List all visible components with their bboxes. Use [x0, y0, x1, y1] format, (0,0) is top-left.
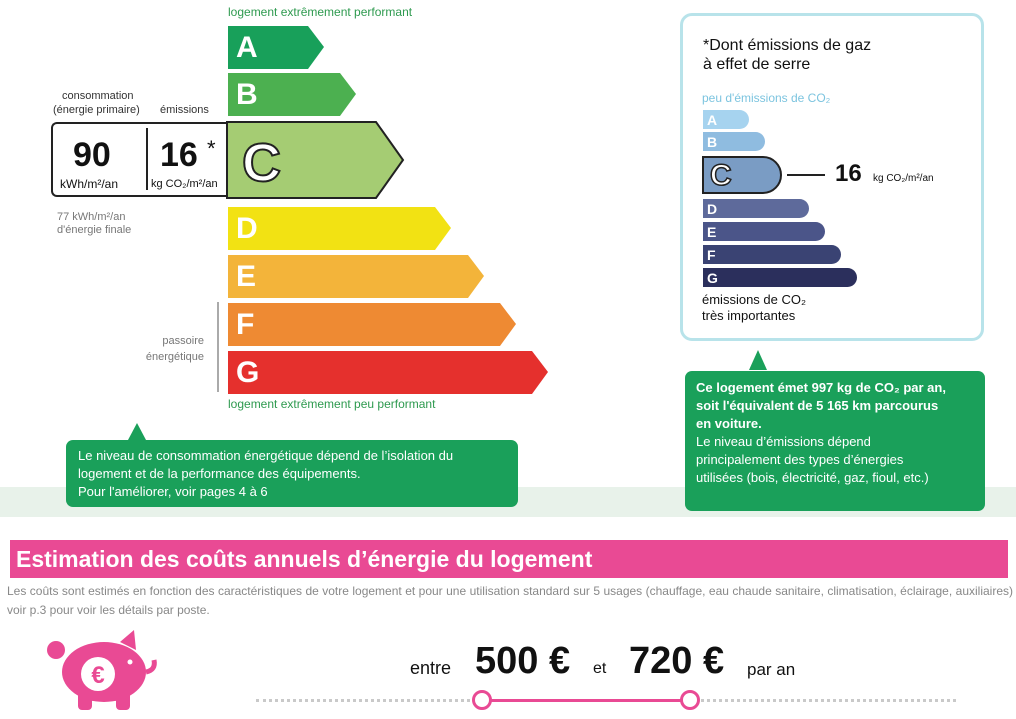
ges-letter-d: D [707, 200, 718, 217]
emissions-header: émissions [160, 104, 209, 116]
ges-letter-e: E [707, 223, 717, 240]
ges-bottom-label-2: très importantes [702, 308, 796, 323]
ges-letter-b: B [707, 133, 718, 150]
ges-bar-g [703, 268, 857, 287]
ges-callout-line-5: principalement des types d’énergies [696, 452, 904, 467]
ges-callout-line-6: utilisées (bois, électricité, gaz, fioul, etc.) [696, 470, 929, 485]
passoire-label: passoire [162, 335, 204, 347]
range-fill [482, 699, 690, 702]
dpe-callout-pointer [128, 423, 146, 440]
ges-title [703, 36, 871, 74]
emissions-value: 16 [160, 136, 198, 174]
ges-top-label: peu d'émissions de CO₂ [702, 91, 831, 105]
ges-callout-bold-3: en voiture. [696, 416, 762, 431]
ges-callout [685, 371, 985, 511]
range-min-marker [472, 690, 492, 710]
dpe-callout-line-2: logement et de la performance des équipements. [78, 466, 361, 481]
price-word-and: et [593, 660, 607, 677]
price-max: 720 € [629, 640, 725, 682]
ges-bar-e [703, 222, 825, 241]
energy-letter-c: C [242, 133, 281, 193]
ges-bar-f [703, 245, 841, 264]
emissions-unit: kg CO₂/m²/an [151, 178, 218, 190]
ges-bottom-label [702, 292, 806, 324]
ges-callout-pointer [749, 350, 767, 370]
consumption-value: 90 [73, 136, 111, 174]
ges-title-line-1: *Dont émissions de gaz [703, 37, 872, 54]
dpe-callout-line-3: Pour l'améliorer, voir pages 4 à 6 [78, 484, 268, 499]
emissions-star: * [207, 136, 216, 161]
ges-value-connector [787, 174, 825, 176]
ges-bar-a [703, 110, 749, 129]
dpe-callout-line-1: Le niveau de consommation énergétique dépend de l’isolation du [78, 448, 454, 463]
ges-letter-c: C [710, 159, 732, 192]
energy-bar-a [228, 26, 325, 69]
consumption-header: consommation [62, 90, 134, 102]
price-min: 500 € [475, 640, 571, 682]
ges-letter-a: A [707, 111, 718, 128]
ges-bar-d [703, 199, 809, 218]
price-word-between: entre [410, 658, 452, 678]
energy-bar-f [228, 303, 518, 346]
piggy-bank-icon [42, 628, 160, 717]
energy-bar-e [228, 255, 486, 298]
energy-letter-g: G [236, 355, 260, 389]
ges-value: 16 [835, 160, 862, 187]
dpe-callout [66, 440, 518, 507]
ges-panel [680, 13, 984, 341]
consumption-subheader: (énergie primaire) [53, 104, 140, 116]
consumption-unit: kWh/m²/an [60, 177, 119, 191]
final-energy-label: d'énergie finale [57, 224, 132, 236]
ges-letter-g: G [707, 269, 718, 286]
energy-bar-g [228, 351, 550, 394]
ges-bar-c [702, 156, 782, 194]
ges-letter-f: F [707, 246, 716, 263]
ges-value-unit: kg CO₂/m²/an [873, 173, 934, 184]
ges-title-line-2: à effet de serre [703, 56, 811, 73]
passoire-label-2: énergétique [145, 351, 204, 363]
final-energy-value: 77 kWh/m²/an [57, 211, 126, 223]
price-per-year: par an [747, 660, 796, 679]
dpe-top-label: logement extrêmement performant [228, 5, 413, 19]
energy-letter-b: B [236, 77, 258, 111]
energy-letter-d: D [236, 211, 258, 245]
range-max-marker [680, 690, 700, 710]
ges-bar-b [703, 132, 765, 151]
energy-letter-a: A [236, 30, 258, 64]
euro-symbol: € [91, 662, 105, 689]
energy-letter-f: F [236, 307, 255, 341]
value-box-divider [146, 128, 148, 190]
energy-bar-c [226, 121, 406, 204]
costs-section-title: Estimation des coûts annuels d’énergie du logement [10, 540, 1008, 578]
ges-callout-bold-1: Ce logement émet 997 kg de CO₂ par an, [696, 380, 946, 395]
dpe-bottom-label: logement extrêmement peu performant [228, 397, 436, 411]
energy-bar-b [228, 73, 358, 116]
passoire-bracket [217, 302, 219, 392]
energy-letter-e: E [236, 259, 257, 293]
energy-bar-d [228, 207, 453, 250]
costs-description: Les coûts sont estimés en fonction des caractéristiques de votre logement et pour une utilisation standard sur 5 usages (chauffage, eau chaude sanitaire, climatisation, éclairage, auxiliaires) voir p.3 pour voir les détails par poste. [7, 584, 1013, 617]
ges-callout-bold-2: soit l'équivalent de 5 165 km parcourus [696, 398, 939, 413]
ges-bottom-label-1: émissions de CO₂ [702, 292, 807, 307]
ges-callout-line-4: Le niveau d’émissions dépend [696, 434, 871, 449]
